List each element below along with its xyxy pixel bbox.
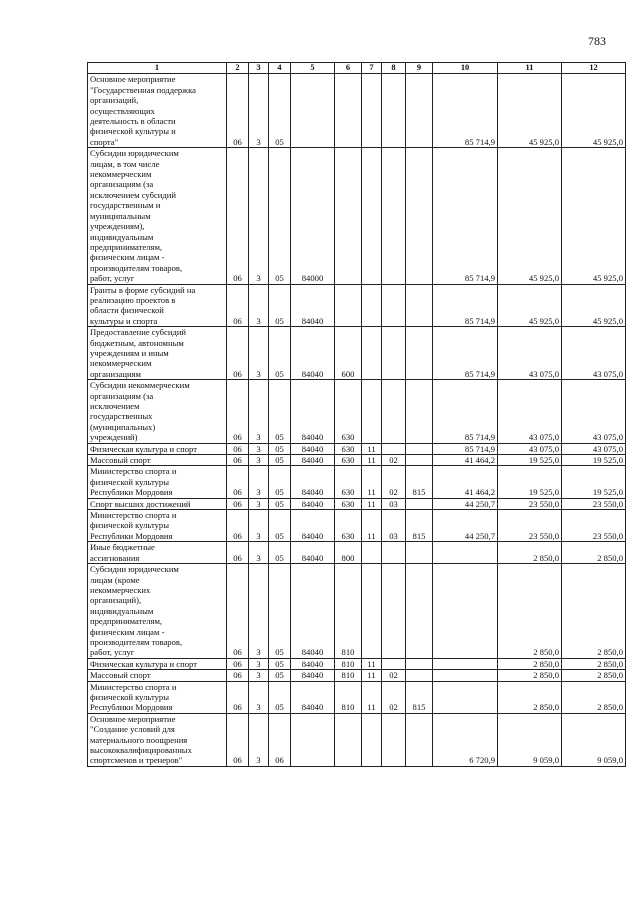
row-name-cell: Министерство спорта и физической культуры Республики Мордовия bbox=[88, 466, 227, 498]
amount-col10-cell bbox=[433, 681, 498, 713]
subdivision-cell bbox=[382, 148, 406, 284]
table-row bbox=[88, 498, 626, 509]
ministry-code-cell bbox=[406, 564, 433, 659]
amount-col12-cell: 19 525,0 bbox=[562, 466, 626, 498]
amount-col10-cell: 85 714,9 bbox=[433, 327, 498, 380]
ministry-code-cell: 815 bbox=[406, 510, 433, 542]
ministry-code-cell: 815 bbox=[406, 466, 433, 498]
table-row bbox=[88, 327, 626, 380]
amount-col10-cell: 6 720,9 bbox=[433, 713, 498, 766]
target-code-cell: 84040 bbox=[291, 380, 335, 443]
program-code-cell: 05 bbox=[269, 148, 291, 284]
ministry-code-cell bbox=[406, 498, 433, 509]
amount-col11-cell: 43 075,0 bbox=[498, 380, 562, 443]
program-code-cell: 05 bbox=[269, 443, 291, 454]
section-code-cell: 06 bbox=[227, 148, 249, 284]
expense-type-cell: 630 bbox=[335, 510, 362, 542]
row-name-cell: Физическая культура и спорт bbox=[88, 443, 227, 454]
program-code-cell: 05 bbox=[269, 466, 291, 498]
table-row bbox=[88, 284, 626, 327]
subdivision-cell bbox=[382, 564, 406, 659]
amount-col11-cell: 43 075,0 bbox=[498, 443, 562, 454]
row-name-cell: Основное мероприятие "Государственная поддержка организаций, осуществляющих деятельность в области физической культуры и спорта" bbox=[88, 74, 227, 148]
row-name-cell: Гранты в форме субсидий на реализацию проектов в области физической культуры и спорта bbox=[88, 284, 227, 327]
row-name-cell: Основное мероприятие "Создание условий для материального поощрения высококвалифицированных спортсменов и тренеров" bbox=[88, 713, 227, 766]
target-code-cell: 84040 bbox=[291, 284, 335, 327]
expense-type-cell: 810 bbox=[335, 670, 362, 681]
amount-col12-cell: 43 075,0 bbox=[562, 327, 626, 380]
subsection-code-cell: 3 bbox=[249, 284, 269, 327]
amount-col12-cell: 43 075,0 bbox=[562, 443, 626, 454]
division-cell: 11 bbox=[362, 670, 382, 681]
subdivision-cell: 02 bbox=[382, 455, 406, 466]
amount-col11-cell: 19 525,0 bbox=[498, 466, 562, 498]
ministry-code-cell: 815 bbox=[406, 681, 433, 713]
amount-col12-cell: 2 850,0 bbox=[562, 564, 626, 659]
program-code-cell: 05 bbox=[269, 658, 291, 669]
program-code-cell: 05 bbox=[269, 74, 291, 148]
ministry-code-cell bbox=[406, 443, 433, 454]
subsection-code-cell: 3 bbox=[249, 681, 269, 713]
row-name-cell: Иные бюджетные ассигнования bbox=[88, 542, 227, 564]
amount-col10-cell bbox=[433, 670, 498, 681]
subsection-code-cell: 3 bbox=[249, 564, 269, 659]
column-header: 7 bbox=[362, 63, 382, 74]
ministry-code-cell bbox=[406, 74, 433, 148]
subdivision-cell bbox=[382, 74, 406, 148]
amount-col11-cell: 2 850,0 bbox=[498, 564, 562, 659]
target-code-cell: 84040 bbox=[291, 455, 335, 466]
row-name-cell: Спорт высших достижений bbox=[88, 498, 227, 509]
expense-type-cell: 810 bbox=[335, 658, 362, 669]
table-row bbox=[88, 455, 626, 466]
column-header: 1 bbox=[88, 63, 227, 74]
amount-col12-cell: 45 925,0 bbox=[562, 74, 626, 148]
expense-type-cell: 630 bbox=[335, 455, 362, 466]
division-cell bbox=[362, 74, 382, 148]
table-row bbox=[88, 670, 626, 681]
program-code-cell: 05 bbox=[269, 542, 291, 564]
amount-col10-cell: 85 714,9 bbox=[433, 443, 498, 454]
division-cell bbox=[362, 713, 382, 766]
table-row bbox=[88, 466, 626, 498]
target-code-cell: 84040 bbox=[291, 498, 335, 509]
amount-col12-cell: 23 550,0 bbox=[562, 510, 626, 542]
program-code-cell: 05 bbox=[269, 510, 291, 542]
program-code-cell: 05 bbox=[269, 681, 291, 713]
amount-col12-cell: 45 925,0 bbox=[562, 148, 626, 284]
amount-col11-cell: 2 850,0 bbox=[498, 542, 562, 564]
row-name-cell: Субсидии юридическим лицам, в том числе некоммерческим организациям (за исключением субсидий государственным и муниципальным учреждениям), индивидуальным предпринимателям, физическим лицам - производителям товаров, работ, услуг bbox=[88, 148, 227, 284]
amount-col10-cell bbox=[433, 658, 498, 669]
subdivision-cell bbox=[382, 284, 406, 327]
subsection-code-cell: 3 bbox=[249, 542, 269, 564]
subdivision-cell: 03 bbox=[382, 498, 406, 509]
amount-col10-cell: 41 464,2 bbox=[433, 466, 498, 498]
table-row bbox=[88, 510, 626, 542]
subsection-code-cell: 3 bbox=[249, 658, 269, 669]
column-header: 6 bbox=[335, 63, 362, 74]
subsection-code-cell: 3 bbox=[249, 74, 269, 148]
expense-type-cell bbox=[335, 284, 362, 327]
amount-col12-cell: 45 925,0 bbox=[562, 284, 626, 327]
row-name-cell: Предоставление субсидий бюджетным, автономным учреждениям и иным некоммерческим организациям bbox=[88, 327, 227, 380]
expense-type-cell: 630 bbox=[335, 466, 362, 498]
target-code-cell: 84040 bbox=[291, 466, 335, 498]
ministry-code-cell bbox=[406, 380, 433, 443]
table-row bbox=[88, 658, 626, 669]
subsection-code-cell: 3 bbox=[249, 327, 269, 380]
amount-col11-cell: 2 850,0 bbox=[498, 670, 562, 681]
amount-col10-cell: 85 714,9 bbox=[433, 284, 498, 327]
ministry-code-cell bbox=[406, 148, 433, 284]
expense-type-cell: 810 bbox=[335, 681, 362, 713]
amount-col11-cell: 2 850,0 bbox=[498, 681, 562, 713]
program-code-cell: 05 bbox=[269, 380, 291, 443]
table-header-row bbox=[88, 63, 626, 74]
ministry-code-cell bbox=[406, 542, 433, 564]
subsection-code-cell: 3 bbox=[249, 455, 269, 466]
expense-type-cell bbox=[335, 148, 362, 284]
division-cell bbox=[362, 148, 382, 284]
division-cell: 11 bbox=[362, 681, 382, 713]
target-code-cell: 84040 bbox=[291, 443, 335, 454]
subsection-code-cell: 3 bbox=[249, 498, 269, 509]
ministry-code-cell bbox=[406, 658, 433, 669]
section-code-cell: 06 bbox=[227, 542, 249, 564]
row-name-cell: Субсидии некоммерческим организациям (за исключением государственных (муниципальных) учреждений) bbox=[88, 380, 227, 443]
subsection-code-cell: 3 bbox=[249, 443, 269, 454]
table-row bbox=[88, 74, 626, 148]
subdivision-cell: 03 bbox=[382, 510, 406, 542]
amount-col12-cell: 2 850,0 bbox=[562, 670, 626, 681]
amount-col12-cell: 43 075,0 bbox=[562, 380, 626, 443]
target-code-cell: 84040 bbox=[291, 542, 335, 564]
page-number: 783 bbox=[588, 34, 606, 48]
ministry-code-cell bbox=[406, 670, 433, 681]
section-code-cell: 06 bbox=[227, 713, 249, 766]
amount-col11-cell: 45 925,0 bbox=[498, 148, 562, 284]
subsection-code-cell: 3 bbox=[249, 670, 269, 681]
program-code-cell: 06 bbox=[269, 713, 291, 766]
program-code-cell: 05 bbox=[269, 284, 291, 327]
subsection-code-cell: 3 bbox=[249, 380, 269, 443]
subdivision-cell bbox=[382, 658, 406, 669]
amount-col11-cell: 43 075,0 bbox=[498, 327, 562, 380]
table-row bbox=[88, 713, 626, 766]
amount-col10-cell: 85 714,9 bbox=[433, 74, 498, 148]
amount-col11-cell: 19 525,0 bbox=[498, 455, 562, 466]
row-name-cell: Физическая культура и спорт bbox=[88, 658, 227, 669]
amount-col11-cell: 23 550,0 bbox=[498, 510, 562, 542]
amount-col10-cell: 44 250,7 bbox=[433, 510, 498, 542]
expense-type-cell: 630 bbox=[335, 498, 362, 509]
division-cell bbox=[362, 327, 382, 380]
subsection-code-cell: 3 bbox=[249, 466, 269, 498]
table-row bbox=[88, 681, 626, 713]
column-header: 3 bbox=[249, 63, 269, 74]
section-code-cell: 06 bbox=[227, 670, 249, 681]
target-code-cell: 84040 bbox=[291, 327, 335, 380]
expense-type-cell: 630 bbox=[335, 380, 362, 443]
section-code-cell: 06 bbox=[227, 380, 249, 443]
section-code-cell: 06 bbox=[227, 443, 249, 454]
budget-table bbox=[87, 62, 626, 767]
amount-col12-cell: 2 850,0 bbox=[562, 542, 626, 564]
amount-col12-cell: 19 525,0 bbox=[562, 455, 626, 466]
program-code-cell: 05 bbox=[269, 327, 291, 380]
division-cell: 11 bbox=[362, 510, 382, 542]
column-header: 4 bbox=[269, 63, 291, 74]
row-name-cell: Массовый спорт bbox=[88, 670, 227, 681]
row-name-cell: Министерство спорта и физической культуры Республики Мордовия bbox=[88, 681, 227, 713]
section-code-cell: 06 bbox=[227, 498, 249, 509]
table-row bbox=[88, 380, 626, 443]
amount-col12-cell: 2 850,0 bbox=[562, 658, 626, 669]
row-name-cell: Массовый спорт bbox=[88, 455, 227, 466]
division-cell: 11 bbox=[362, 658, 382, 669]
subdivision-cell bbox=[382, 327, 406, 380]
row-name-cell: Министерство спорта и физической культуры Республики Мордовия bbox=[88, 510, 227, 542]
amount-col11-cell: 9 059,0 bbox=[498, 713, 562, 766]
target-code-cell bbox=[291, 713, 335, 766]
section-code-cell: 06 bbox=[227, 455, 249, 466]
amount-col10-cell bbox=[433, 542, 498, 564]
amount-col10-cell: 85 714,9 bbox=[433, 380, 498, 443]
target-code-cell: 84040 bbox=[291, 681, 335, 713]
column-header: 9 bbox=[406, 63, 433, 74]
section-code-cell: 06 bbox=[227, 284, 249, 327]
subdivision-cell: 02 bbox=[382, 466, 406, 498]
subsection-code-cell: 3 bbox=[249, 510, 269, 542]
subdivision-cell: 02 bbox=[382, 670, 406, 681]
target-code-cell: 84040 bbox=[291, 510, 335, 542]
ministry-code-cell bbox=[406, 455, 433, 466]
expense-type-cell bbox=[335, 713, 362, 766]
row-name-cell: Субсидии юридическим лицам (кроме некоммерческих организаций), индивидуальным предпринимателям, физическим лицам - производителям товаров, работ, услуг bbox=[88, 564, 227, 659]
program-code-cell: 05 bbox=[269, 564, 291, 659]
division-cell bbox=[362, 542, 382, 564]
section-code-cell: 06 bbox=[227, 327, 249, 380]
division-cell: 11 bbox=[362, 443, 382, 454]
ministry-code-cell bbox=[406, 284, 433, 327]
amount-col10-cell bbox=[433, 564, 498, 659]
division-cell: 11 bbox=[362, 455, 382, 466]
expense-type-cell: 810 bbox=[335, 564, 362, 659]
target-code-cell: 84040 bbox=[291, 670, 335, 681]
amount-col12-cell: 2 850,0 bbox=[562, 681, 626, 713]
column-header: 5 bbox=[291, 63, 335, 74]
division-cell bbox=[362, 380, 382, 443]
division-cell bbox=[362, 284, 382, 327]
ministry-code-cell bbox=[406, 713, 433, 766]
section-code-cell: 06 bbox=[227, 466, 249, 498]
amount-col10-cell: 85 714,9 bbox=[433, 148, 498, 284]
target-code-cell: 84000 bbox=[291, 148, 335, 284]
subdivision-cell bbox=[382, 542, 406, 564]
division-cell: 11 bbox=[362, 498, 382, 509]
program-code-cell: 05 bbox=[269, 455, 291, 466]
target-code-cell bbox=[291, 74, 335, 148]
section-code-cell: 06 bbox=[227, 658, 249, 669]
expense-type-cell: 630 bbox=[335, 443, 362, 454]
amount-col12-cell: 23 550,0 bbox=[562, 498, 626, 509]
amount-col10-cell: 41 464,2 bbox=[433, 455, 498, 466]
amount-col11-cell: 45 925,0 bbox=[498, 284, 562, 327]
subdivision-cell: 02 bbox=[382, 681, 406, 713]
section-code-cell: 06 bbox=[227, 564, 249, 659]
subsection-code-cell: 3 bbox=[249, 148, 269, 284]
subsection-code-cell: 3 bbox=[249, 713, 269, 766]
target-code-cell: 84040 bbox=[291, 564, 335, 659]
section-code-cell: 06 bbox=[227, 74, 249, 148]
amount-col11-cell: 23 550,0 bbox=[498, 498, 562, 509]
target-code-cell: 84040 bbox=[291, 658, 335, 669]
table-row bbox=[88, 564, 626, 659]
amount-col11-cell: 2 850,0 bbox=[498, 658, 562, 669]
column-header: 2 bbox=[227, 63, 249, 74]
table-row bbox=[88, 542, 626, 564]
amount-col10-cell: 44 250,7 bbox=[433, 498, 498, 509]
division-cell bbox=[362, 564, 382, 659]
column-header: 11 bbox=[498, 63, 562, 74]
program-code-cell: 05 bbox=[269, 498, 291, 509]
amount-col11-cell: 45 925,0 bbox=[498, 74, 562, 148]
section-code-cell: 06 bbox=[227, 681, 249, 713]
table-row bbox=[88, 148, 626, 284]
column-header: 12 bbox=[562, 63, 626, 74]
column-header: 8 bbox=[382, 63, 406, 74]
expense-type-cell: 800 bbox=[335, 542, 362, 564]
subdivision-cell bbox=[382, 713, 406, 766]
expense-type-cell: 600 bbox=[335, 327, 362, 380]
amount-col12-cell: 9 059,0 bbox=[562, 713, 626, 766]
expense-type-cell bbox=[335, 74, 362, 148]
program-code-cell: 05 bbox=[269, 670, 291, 681]
subdivision-cell bbox=[382, 380, 406, 443]
division-cell: 11 bbox=[362, 466, 382, 498]
section-code-cell: 06 bbox=[227, 510, 249, 542]
column-header: 10 bbox=[433, 63, 498, 74]
ministry-code-cell bbox=[406, 327, 433, 380]
subdivision-cell bbox=[382, 443, 406, 454]
table-row bbox=[88, 443, 626, 454]
